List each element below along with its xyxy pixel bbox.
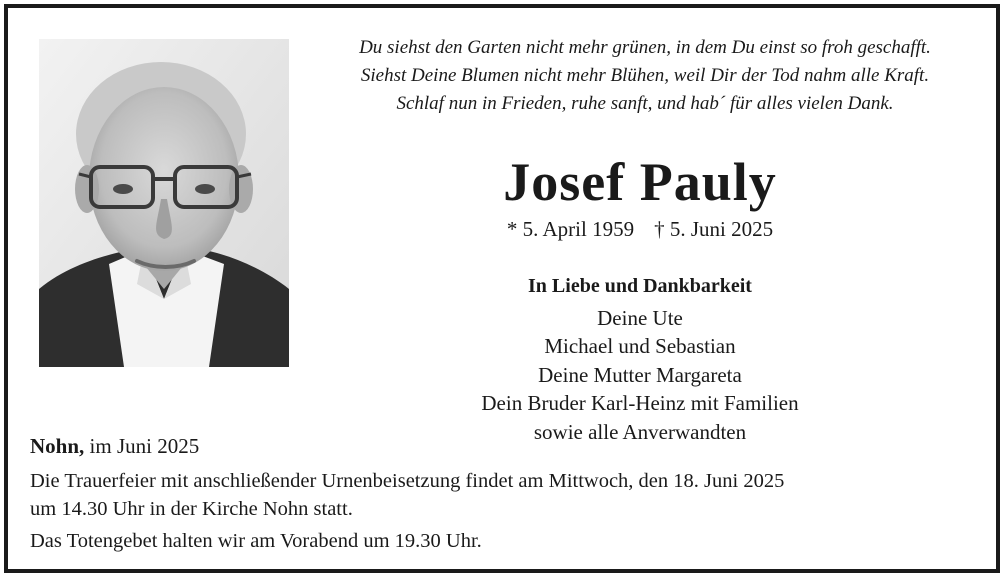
birth-date: * 5. April 1959	[506, 217, 635, 241]
notice-line: um 14.30 Uhr in der Kirche Nohn statt.	[30, 498, 353, 520]
mourner-line: Deine Mutter Margareta	[538, 362, 742, 387]
deceased-name: Josef Pauly	[503, 152, 777, 212]
notice-line: Die Trauerfeier mit anschließender Urnenbeisetzung findet am Mittwoch, den 18. Juni 2025	[30, 470, 785, 492]
mourner-line: Michael und Sebastian	[544, 334, 736, 359]
poem-line: Siehst Deine Blumen nicht mehr Blühen, weil Dir der Tod nahm alle Kraft.	[360, 65, 930, 86]
mourners-list	[340, 304, 940, 446]
mourner-line: Deine Ute	[597, 306, 683, 330]
poem	[315, 34, 975, 118]
notice-line: Das Totengebet halten wir am Vorabend um 19.30 Uhr.	[30, 530, 482, 552]
funeral-notice	[30, 467, 980, 555]
mourners-intro: In Liebe und Dankbarkeit	[528, 275, 752, 297]
place-month: im Juni 2025	[89, 434, 200, 458]
life-dates	[340, 215, 940, 243]
poem-line: Du siehst den Garten nicht mehr grünen, in dem Du einst so froh geschafft.	[359, 37, 931, 58]
mourner-line: Dein Bruder Karl-Heinz mit Familien	[481, 391, 799, 416]
portrait-photo	[39, 39, 289, 367]
death-date: † 5. Juni 2025	[654, 217, 774, 241]
poem-line: Schlaf nun in Frieden, ruhe sanft, und hab´ für alles vielen Dank.	[396, 93, 894, 114]
mourner-line: sowie alle Anverwandten	[533, 419, 747, 444]
place-date	[30, 432, 199, 460]
place-town: Nohn,	[30, 434, 85, 458]
